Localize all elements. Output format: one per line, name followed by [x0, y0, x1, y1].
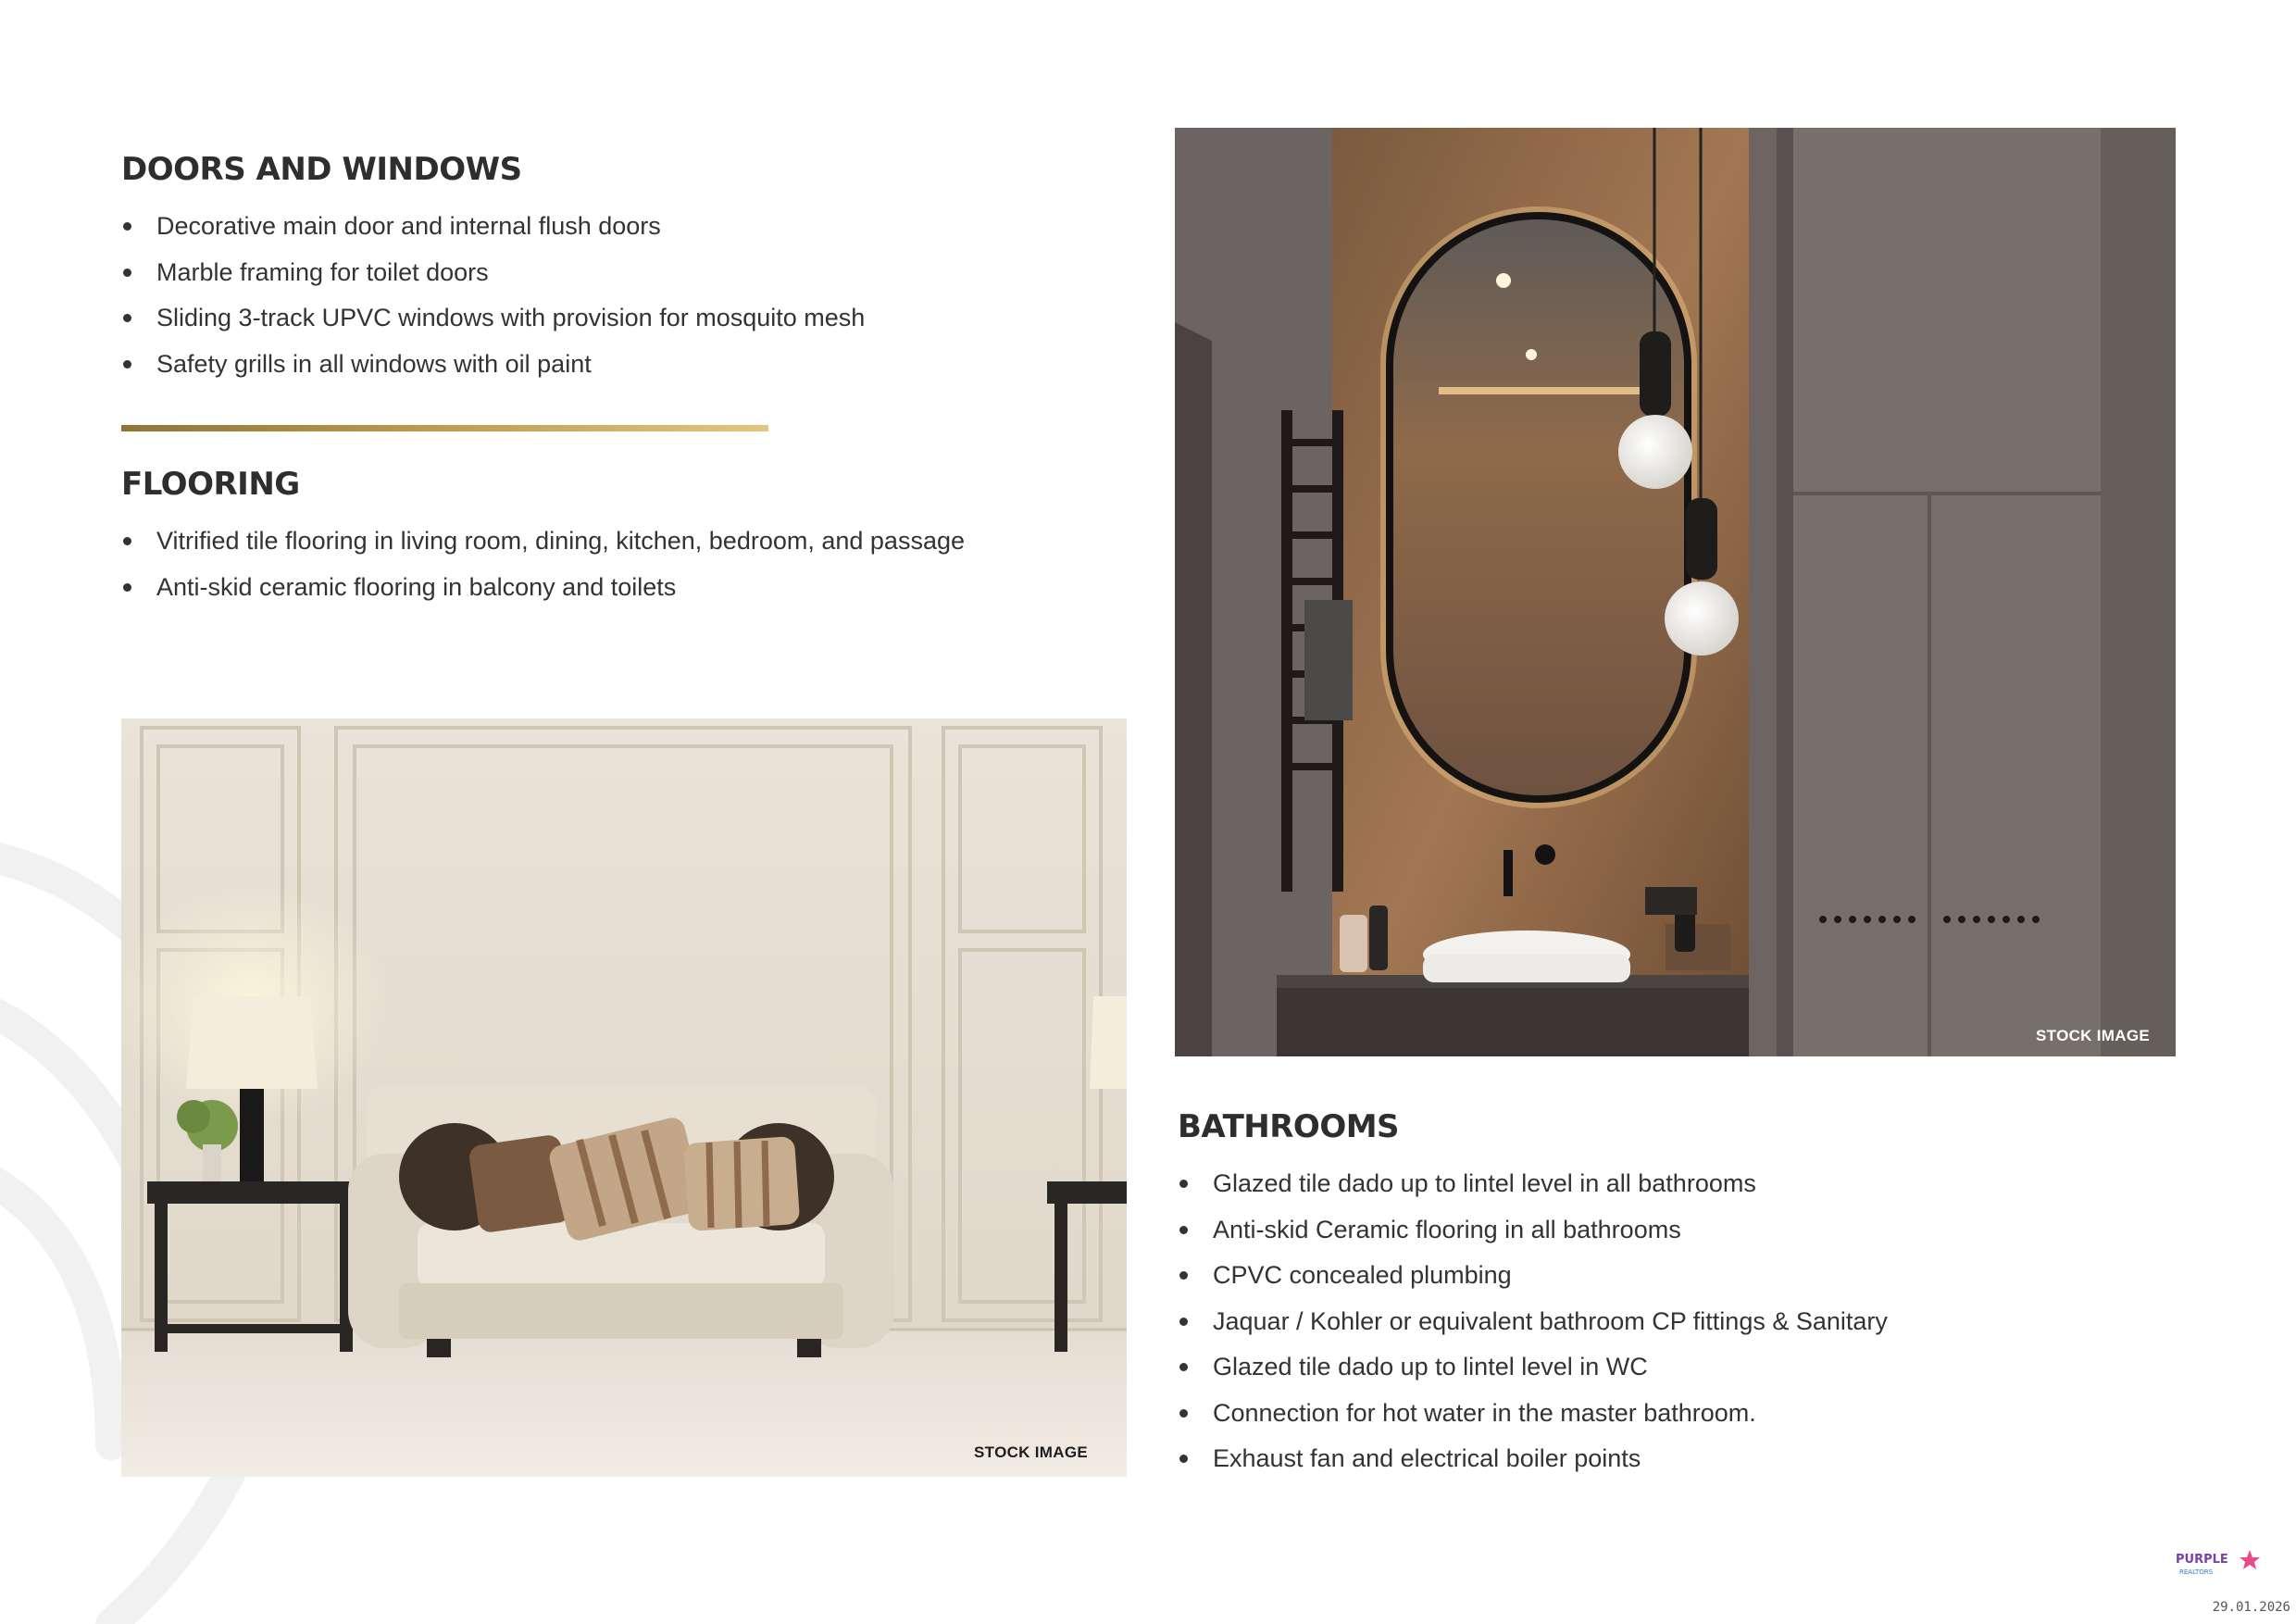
list-item: Connection for hot water in the master bathroom. — [1178, 1401, 1888, 1447]
section-heading: BATHROOMS — [1178, 1108, 1400, 1145]
section-heading: FLOORING — [121, 466, 300, 503]
list-item: Glazed tile dado up to lintel level in all bathrooms — [1178, 1171, 1888, 1218]
svg-text:PURPLE: PURPLE — [2176, 1553, 2228, 1567]
list-item: Jaquar / Kohler or equivalent bathroom CP fittings & Sanitary — [1178, 1309, 1888, 1355]
list-item: Safety grills in all windows with oil paint — [121, 352, 865, 398]
living-room-illustration — [121, 718, 1127, 1477]
list-item: CPVC concealed plumbing — [1178, 1263, 1888, 1309]
list-item: Exhaust fan and electrical boiler points — [1178, 1446, 1888, 1493]
doors-windows-list — [121, 214, 865, 397]
bathrooms-list — [1178, 1171, 1888, 1493]
list-item: Anti-skid Ceramic flooring in all bathrooms — [1178, 1218, 1888, 1264]
gold-divider — [121, 425, 768, 431]
list-item: Marble framing for toilet doors — [121, 260, 865, 306]
list-item: Sliding 3-track UPVC windows with provision for mosquito mesh — [121, 306, 865, 352]
svg-text:REALTORS: REALTORS — [2179, 1568, 2214, 1576]
flooring-section — [121, 466, 965, 620]
bathroom-image — [1175, 128, 2176, 1056]
list-item: Glazed tile dado up to lintel level in WC — [1178, 1355, 1888, 1401]
document-date: 29.01.2026 — [2212, 1600, 2290, 1615]
living-room-image — [121, 718, 1127, 1477]
flooring-list — [121, 529, 965, 620]
section-heading: DOORS AND WINDOWS — [121, 151, 522, 188]
doors-windows-section — [121, 151, 865, 397]
bathrooms-section — [1178, 1108, 1888, 1493]
list-item: Anti-skid ceramic flooring in balcony and toilets — [121, 575, 965, 621]
stock-image-caption: STOCK IMAGE — [974, 1443, 1088, 1461]
purple-realtors-logo-icon — [2176, 1546, 2265, 1578]
list-item: Decorative main door and internal flush doors — [121, 214, 865, 260]
stock-image-caption: STOCK IMAGE — [2036, 1027, 2150, 1044]
bathroom-illustration — [1175, 128, 2176, 1056]
list-item: Vitrified tile flooring in living room, dining, kitchen, bedroom, and passage — [121, 529, 965, 575]
